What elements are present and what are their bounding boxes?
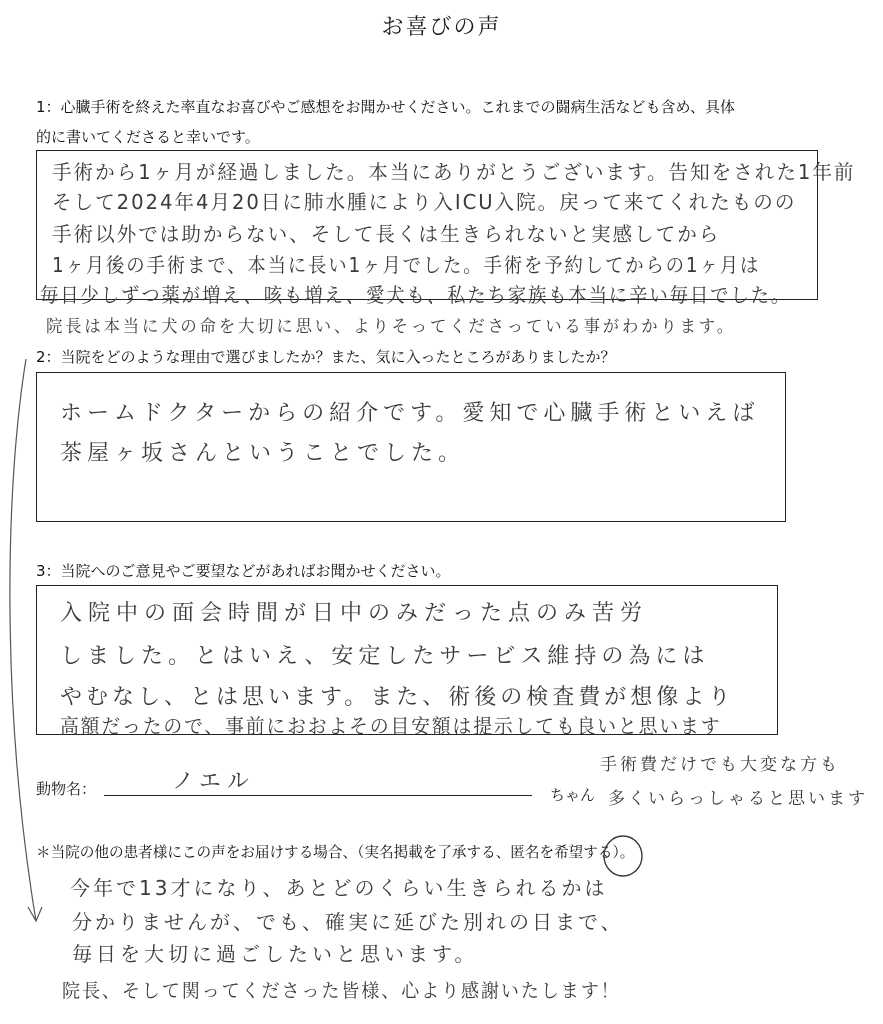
consent-text: ＊当院の他の患者様にこの声をお届けする場合、（実名掲載を了承する、匿名を希望する）。 [36, 844, 635, 861]
pet-name-underline [104, 795, 532, 796]
handwriting-line: 入院中の面会時間が日中のみだった点のみ苦労 [60, 601, 649, 626]
pet-name-value: ノエル [172, 769, 255, 794]
handwriting-side-note: 多くいらっしゃると思います [608, 789, 868, 809]
pet-name-suffix: ちゃん [550, 786, 596, 804]
question-2: 2：当院をどのような理由で選びましたか？また、気に入ったところがありましたか？ [36, 348, 616, 366]
handwriting-side-note: 手術費だけでも大変な方も [600, 755, 840, 775]
margin-arrow [0, 355, 48, 935]
handwriting-line: 今年で13才になり、あとどのくらい生きられるかは [70, 876, 608, 900]
handwriting-line: 茶屋ヶ坂さんということでした。 [60, 441, 466, 466]
question-3: 3：当院へのご意見やご要望などがあればお聞かせください。 [36, 562, 451, 580]
handwriting-line: 1ヶ月後の手術まで、本当に長い1ヶ月でした。手術を予約してからの1ヶ月は [52, 253, 761, 277]
handwriting-line: 院長、そして関ってくださった皆様、心より感謝いたします！ [62, 980, 621, 1002]
handwriting-line: そして2024年4月20日に肺水腫により入ICU入院。戻って来てくれたものの [52, 190, 797, 214]
question-1-line1: 1：心臓手術を終えた率直なお喜びやご感想をお聞かせください。これまでの闘病生活なども含め、具体 [36, 98, 735, 116]
page-title: お喜びの声 [381, 15, 502, 40]
handwriting-line: しました。とはいえ、安定したサービス維持の為には [60, 644, 710, 669]
handwriting-line: 院長は本当に犬の命を大切に思い、よりそってくださっている事がわかります。 [46, 317, 736, 337]
handwriting-line: ホームドクターからの紹介です。愛知で心臓手術といえば [60, 401, 760, 426]
handwriting-line: 高額だったので、事前におおよその目安額は提示しても良いと思います [60, 714, 722, 738]
question-1-line2: 的に書いてくださると幸いです。 [36, 128, 260, 146]
handwriting-line: 毎日少しずつ薬が増え、咳も増え、愛犬も、私たち家族も本当に辛い毎日でした。 [40, 283, 792, 307]
handwriting-line: 手術から1ヶ月が経過しました。本当にありがとうございます。告知をされた1年前 [52, 160, 856, 184]
handwriting-line: 分かりませんが、でも、確実に延びた別れの日まで、 [72, 910, 624, 934]
pet-name-label: 動物名： [36, 780, 97, 798]
handwriting-line: やむなし、とは思います。また、術後の検査費が想像より [60, 685, 735, 710]
handwriting-line: 毎日を大切に過ごしたいと思います。 [72, 942, 479, 966]
handwriting-line: 手術以外では助からない、そして長くは生きられないと実感してから [52, 222, 721, 246]
